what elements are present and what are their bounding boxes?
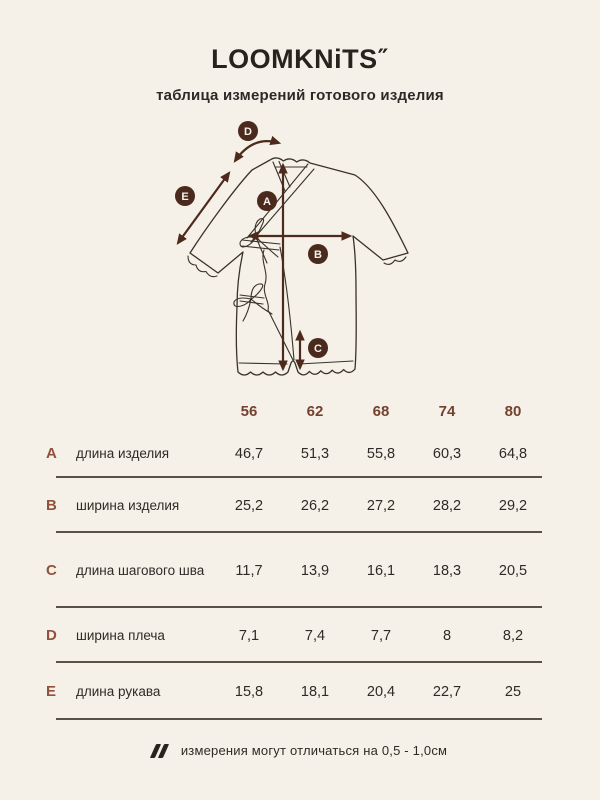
measurement-table — [46, 393, 546, 720]
row-label: длина изделия — [76, 445, 170, 461]
cell-value: 51,3 — [300, 445, 330, 462]
row-label: ширина плеча — [76, 627, 165, 643]
measure-badge-d — [238, 121, 258, 141]
cell-value: 8,2 — [502, 627, 524, 644]
cell-value: 18,1 — [300, 683, 330, 700]
measure-letter-a: A — [263, 196, 271, 208]
cell-value: 7,1 — [238, 627, 260, 644]
tolerance-note-text: измерения могут отличаться на 0,5 - 1,0см — [180, 743, 448, 758]
cell-value: 15,8 — [234, 683, 264, 700]
measure-badge-c — [308, 338, 328, 358]
table-row-d — [46, 608, 546, 663]
cell-value: 16,1 — [366, 562, 396, 579]
measure-badge-a — [257, 191, 277, 211]
tolerance-note — [0, 743, 600, 758]
cell-value: 26,2 — [300, 497, 330, 514]
cell-value: 22,7 — [432, 683, 462, 700]
cell-value: 25 — [504, 683, 522, 700]
cell-value: 55,8 — [366, 445, 396, 462]
measure-letter-e: E — [181, 191, 189, 203]
cell-value: 64,8 — [498, 445, 528, 462]
measure-letter-b: B — [314, 249, 322, 261]
size-col-3: 68 — [372, 402, 390, 420]
cell-value: 18,3 — [432, 562, 462, 579]
table-row-e — [46, 663, 546, 720]
garment-measurement-diagram — [140, 110, 460, 400]
measure-badge-e — [175, 186, 195, 206]
cell-value: 27,2 — [366, 497, 396, 514]
romper-outline-drawing — [188, 158, 408, 375]
cell-value: 20,4 — [366, 683, 396, 700]
row-letter: B — [46, 497, 57, 514]
cell-value: 25,2 — [234, 497, 264, 514]
double-slash-icon — [153, 744, 169, 758]
row-divider — [56, 718, 542, 720]
cell-value: 13,9 — [300, 562, 330, 579]
row-letter: E — [46, 683, 57, 700]
row-letter: C — [46, 562, 57, 579]
size-header-row — [46, 393, 546, 429]
cell-value: 20,5 — [498, 562, 528, 579]
page-title: таблица измерений готового изделия — [156, 87, 444, 104]
cell-value: 7,4 — [304, 627, 326, 644]
size-col-2: 62 — [306, 402, 324, 420]
cell-value: 11,7 — [235, 562, 263, 579]
table-row-b — [46, 478, 546, 533]
cell-value: 7,7 — [370, 627, 392, 644]
brand-logo — [0, 44, 600, 75]
row-label: длина шагового шва — [76, 562, 205, 578]
row-letter: A — [46, 445, 57, 462]
cell-value: 29,2 — [498, 497, 528, 514]
size-col-4: 74 — [438, 402, 456, 420]
measure-letter-d: D — [244, 126, 252, 138]
table-row-c — [46, 533, 546, 608]
measure-letter-c: C — [314, 343, 322, 355]
row-label: ширина изделия — [76, 497, 180, 513]
measure-badge-b — [308, 244, 328, 264]
row-letter: D — [46, 627, 57, 644]
size-col-1: 56 — [240, 402, 258, 420]
size-col-5: 80 — [504, 402, 522, 420]
cell-value: 46,7 — [234, 445, 264, 462]
cell-value: 28,2 — [432, 497, 462, 514]
brand-logo-mark: ″ — [377, 44, 389, 72]
cell-value: 8 — [442, 627, 452, 644]
table-row-a — [46, 429, 546, 478]
brand-name: LOOMKNiTS — [211, 44, 378, 74]
cell-value: 60,3 — [432, 445, 462, 462]
row-label: длина рукава — [76, 683, 161, 699]
